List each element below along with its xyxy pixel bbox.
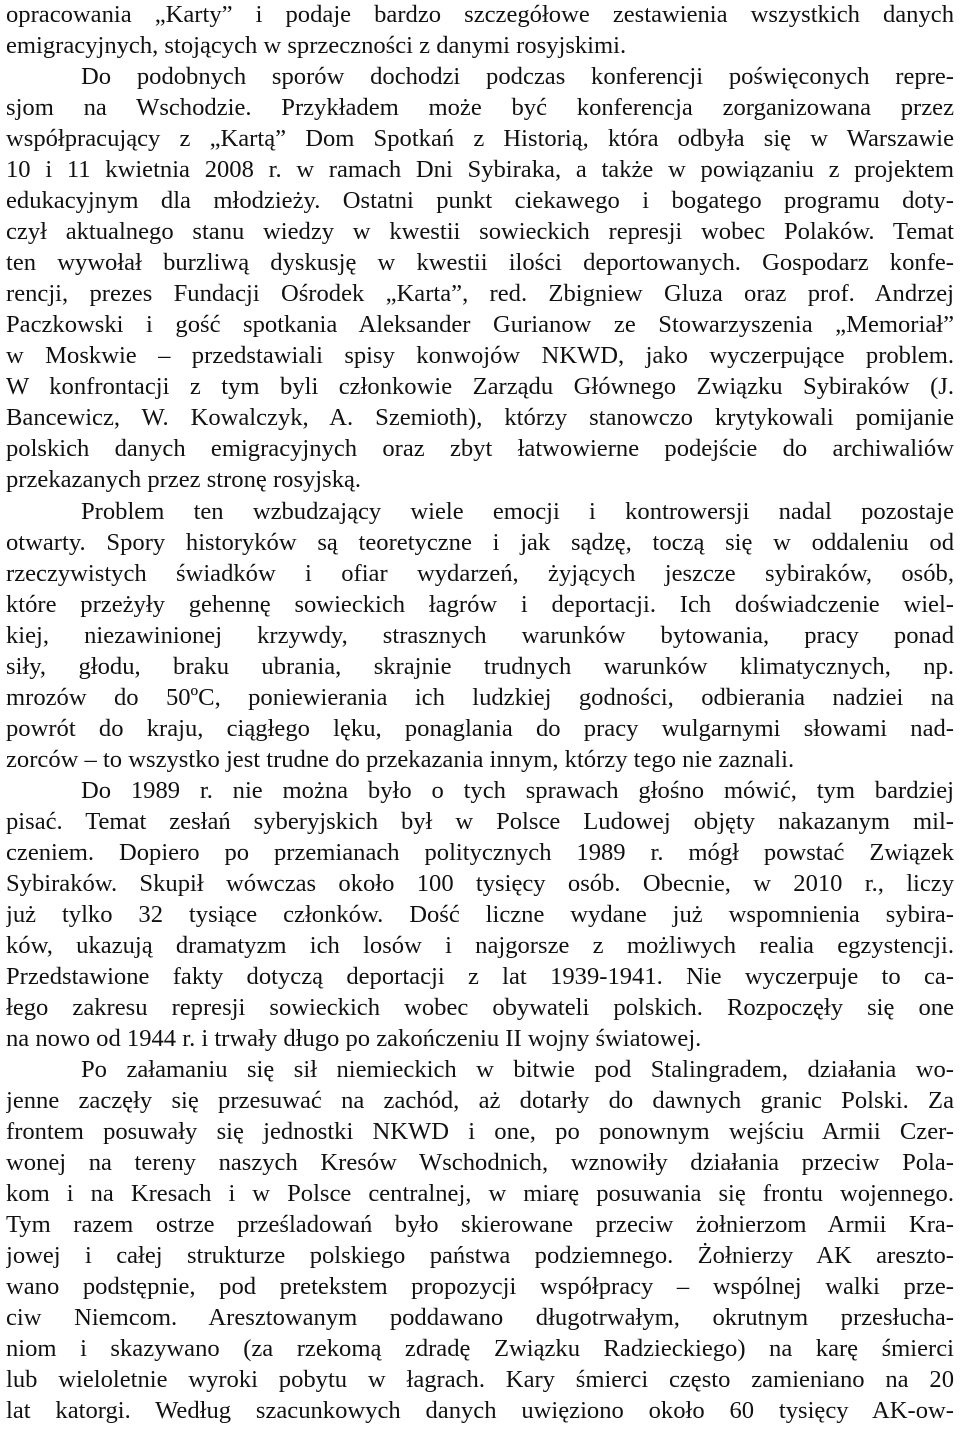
text-line: czeniem. Dopiero po przemianach politycznych 1989 r. mógł powstać Związek: [6, 839, 954, 866]
text-line: siły, głodu, braku ubrania, skrajnie trudnych warunków klimatycznych, np.: [6, 653, 954, 680]
text-line: czył aktualnego stanu wiedzy w kwestii sowieckich represji wobec Polaków. Temat: [6, 218, 954, 245]
text-line: rencji, prezes Fundacji Ośrodek „Karta”, red. Zbigniew Gluza oraz prof. Andrzej: [6, 280, 954, 307]
text-line: Bancewicz, W. Kowalczyk, A. Szemioth), którzy stanowczo krytykowali pomijanie: [6, 404, 954, 431]
text-line: frontem posuwały się jednostki NKWD i one, po ponownym wejściu Armii Czer-: [6, 1118, 954, 1145]
text-line: sjom na Wschodzie. Przykładem może być konferencja zorganizowana przez: [6, 94, 954, 121]
text-line: mrozów do 50ºC, poniewierania ich ludzkiej godności, odbierania nadziei na: [6, 684, 954, 711]
text-line: Problem ten wzbudzający wiele emocji i kontrowersji nadal pozostaje: [81, 498, 954, 525]
text-line: Przedstawione fakty dotyczą deportacji z lat 1939-1941. Nie wyczerpuje to ca-: [6, 963, 954, 990]
text-line: jowej i całej strukturze polskiego państwa podziemnego. Żołnierzy AK areszto-: [6, 1242, 954, 1269]
text-line: ten wywołał burzliwą dyskusję w kwestii ilości deportowanych. Gospodarz konfe-: [6, 249, 954, 276]
text-line: kom i na Kresach i w Polsce centralnej, w miarę posuwania się frontu wojennego.: [6, 1180, 954, 1207]
text-line: kiej, niezawinionej krzywdy, strasznych warunków bytowania, pracy ponad: [6, 622, 954, 649]
text-line: polskich danych emigracyjnych oraz zbyt łatwowierne podejście do archiwaliów: [6, 435, 954, 462]
text-line: otwarty. Spory historyków są teoretyczne i jak sądzę, toczą się w oddaleniu od: [6, 529, 954, 556]
text-line: lub wieloletnie wyroki pobytu w łagrach. Kary śmierci często zamieniano na 20: [6, 1366, 954, 1393]
text-line: rzeczywistych świadków i ofiar wydarzeń, żyjących jeszcze sybiraków, osób,: [6, 560, 954, 587]
text-line: niom i skazywano (za rzekomą zdradę Związku Radzieckiego) na karę śmierci: [6, 1335, 954, 1362]
text-line: Do podobnych sporów dochodzi podczas konferencji poświęconych repre-: [81, 63, 954, 90]
text-line: pisać. Temat zesłań syberyjskich był w Polsce Ludowej objęty nakazanym mil-: [6, 808, 954, 835]
text-line: wano podstępnie, pod pretekstem propozycji współpracy – wspólnej walki prze-: [6, 1273, 954, 1300]
text-line: wonej na tereny naszych Kresów Wschodnich, wznowiły działania przeciw Pola-: [6, 1149, 954, 1176]
text-line: edukacyjnym dla młodzieży. Ostatni punkt ciekawego i bogatego programu doty-: [6, 187, 954, 214]
text-line: jenne zaczęły się przesuwać na zachód, aż dotarły do dawnych granic Polski. Za: [6, 1087, 954, 1114]
text-line: emigracyjnych, stojących w sprzeczności z danymi rosyjskimi.: [6, 32, 627, 59]
text-line: W konfrontacji z tym byli członkowie Zarządu Głównego Związku Sybiraków (J.: [6, 373, 954, 400]
text-line: łego zakresu represji sowieckich wobec obywateli polskich. Rozpoczęły się one: [6, 994, 954, 1021]
text-line: Po załamaniu się sił niemieckich w bitwie pod Stalingradem, działania wo-: [81, 1056, 954, 1083]
text-line: ciw Niemcom. Aresztowanym poddawano długotrwałym, okrutnym przesłucha-: [6, 1304, 954, 1331]
text-line: Sybiraków. Skupił wówczas około 100 tysięcy osób. Obecnie, w 2010 r., liczy: [6, 870, 954, 897]
text-line: przekazanych przez stronę rosyjską.: [6, 466, 362, 493]
text-line: opracowania „Karty” i podaje bardzo szczegółowe zestawienia wszystkich danych: [6, 1, 954, 28]
text-line: już tylko 32 tysiące członków. Dość liczne wydane już wspomnienia sybira-: [6, 901, 954, 928]
text-line: które przeżyły gehennę sowieckich łagrów i deportacji. Ich doświadczenie wiel-: [6, 591, 954, 618]
text-line: Tym razem ostrze prześladowań było skierowane przeciw żołnierzom Armii Kra-: [6, 1211, 954, 1238]
text-line: Paczkowski i gość spotkania Aleksander Gurianow ze Stowarzyszenia „Memoriał”: [6, 311, 954, 338]
text-line: Do 1989 r. nie można było o tych sprawach głośno mówić, tym bardziej: [81, 777, 954, 804]
text-line: w Moskwie – przedstawiali spisy konwojów NKWD, jako wyczerpujące problem.: [6, 342, 954, 369]
text-line: na nowo od 1944 r. i trwały długo po zakończeniu II wojny światowej.: [6, 1025, 702, 1052]
text-line: lat katorgi. Według szacunkowych danych uwięziono około 60 tysięcy AK-ow-: [6, 1397, 954, 1424]
text-line: zorców – to wszystko jest trudne do przekazania innym, którzy tego nie zaznali.: [6, 746, 795, 773]
text-line: współpracujący z „Kartą” Dom Spotkań z Historią, która odbyła się w Warszawie: [6, 125, 954, 152]
text-line: ków, ukazują dramatyzm ich losów i najgorsze z możliwych realia egzystencji.: [6, 932, 954, 959]
text-line: powrót do kraju, ciągłego lęku, ponaglania do pracy wulgarnymi słowami nad-: [6, 715, 954, 742]
text-line: 10 i 11 kwietnia 2008 r. w ramach Dni Sybiraka, a także w powiązaniu z projektem: [6, 156, 954, 183]
